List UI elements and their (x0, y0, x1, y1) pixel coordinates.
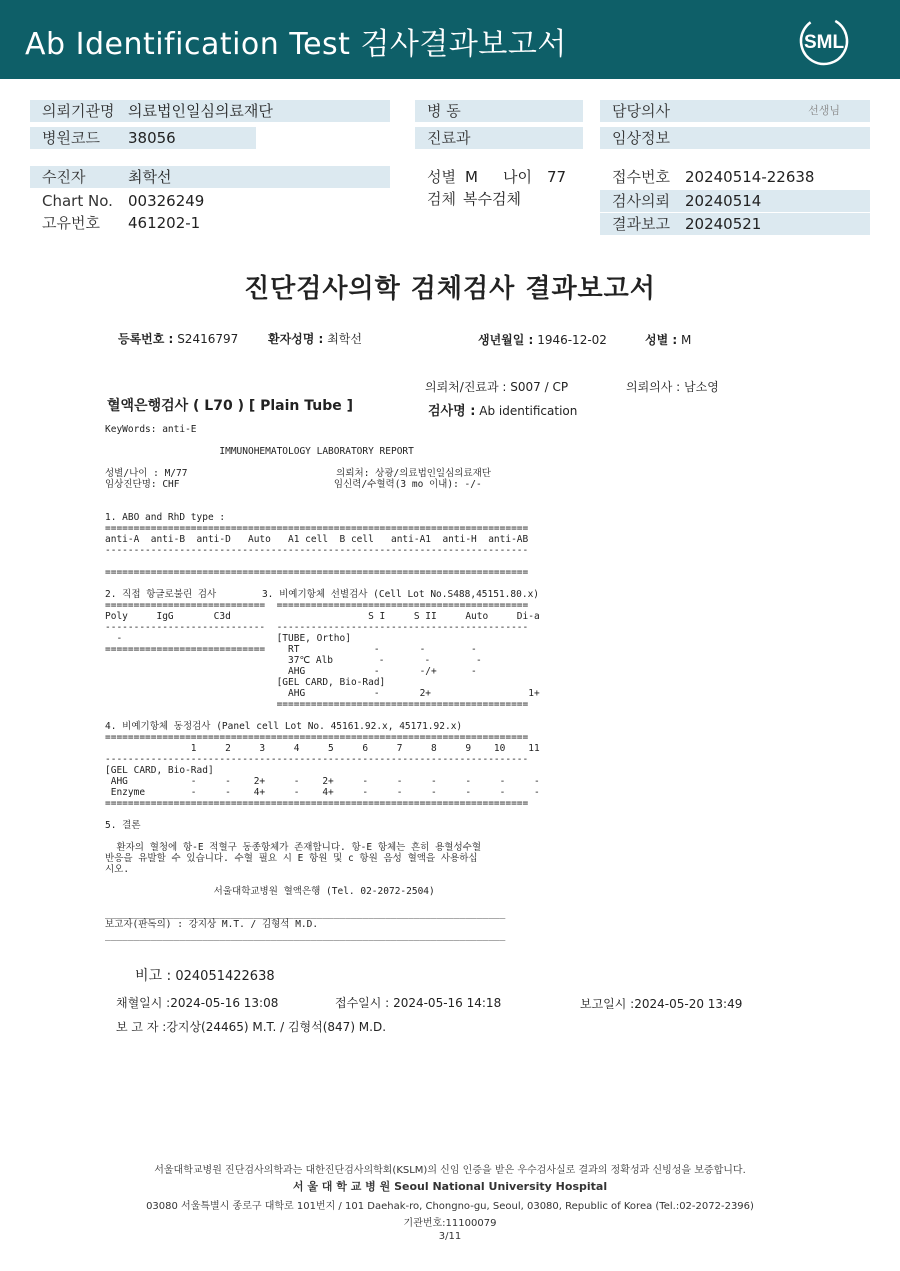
result-line: ============================================ (105, 699, 529, 710)
result-line: [GEL CARD, Bio-Rad] (105, 765, 214, 776)
note-value: 024051422638 (175, 969, 275, 984)
result-line (105, 435, 540, 446)
result-line (105, 875, 540, 886)
result-line: AHG - -/+ - (105, 666, 477, 677)
hospital-field (30, 100, 390, 122)
dept-field (415, 127, 583, 149)
dept-info: 의뢰처/진료과 : S007 / CP (425, 380, 569, 394)
sex-value: M (465, 168, 478, 186)
result-line: 임상진단명: CHF 임신력/수혈력(3 mo 이내): -/- (105, 479, 482, 490)
specimen-value: 복수검체 (463, 190, 521, 208)
sex-label: 성별 (427, 168, 456, 186)
result-line: AHG - - 2+ - 2+ - - - - - - (105, 776, 540, 787)
result-line: -------------------------------------------------------------------------- (105, 754, 529, 765)
document-title: Ab Identification Test 검사결과보고서 (25, 27, 567, 62)
reporter-line (116, 1018, 386, 1035)
result-line: 반응을 유발할 수 있습니다. 수혈 필요 시 E 항원 및 c 항원 음성 혈액을 사용하십 (105, 853, 478, 864)
receive-label: 접수일시 : (335, 996, 390, 1010)
test-name (428, 400, 577, 419)
result-line (105, 501, 540, 512)
unique-value: 461202-1 (128, 214, 201, 232)
result-line: ========================================================================== (105, 567, 529, 578)
ward-label: 병 동 (427, 102, 461, 120)
collect-line (116, 994, 278, 1011)
result-line: 1. ABO and RhD type : (105, 512, 226, 523)
receive-line (335, 994, 501, 1011)
specimen-label: 검체 (427, 190, 456, 208)
result-line: IMMUNOHEMATOLOGY LABORATORY REPORT (105, 446, 414, 457)
patient-name (268, 330, 362, 347)
note-label: 비고 : (135, 968, 172, 984)
footer-inst-no: 기관번호:11100079 (403, 1218, 497, 1229)
dob-label: 생년월일 : (478, 333, 534, 347)
page-number: 3/11 (438, 1231, 462, 1242)
doctor-label: 담당의사 (612, 102, 670, 120)
report-time-line (580, 995, 742, 1012)
age-label: 나이 (503, 168, 532, 186)
test-group: 혈액은행검사 ( L70 ) [ Plain Tube ] (107, 398, 354, 414)
result-line (105, 490, 540, 501)
report-time-label: 보고일시 : (580, 997, 635, 1011)
footer-hospital: 서 울 대 학 교 병 원 Seoul National University Hospital (292, 1180, 608, 1193)
result-text-block (105, 424, 540, 941)
code-label: 병원코드 (42, 129, 100, 147)
note-line (135, 965, 275, 985)
chart-value: 00326249 (128, 192, 205, 210)
result-line: 보고자(판독의) : 강지상 M.T. / 김형석 M.D. (105, 919, 319, 930)
result-line: 시오. (105, 864, 130, 875)
result-line: AHG - 2+ 1+ (105, 688, 540, 699)
result-line: 성별/나이 : M/77 의뢰처: 상광/의료법인일심의료재단 (105, 468, 491, 479)
result-line: ______________________________________________________________________ (105, 930, 506, 941)
result-line (105, 831, 540, 842)
patient-field (30, 166, 390, 188)
code-field (30, 127, 256, 149)
result-line: 서울대학교병원 혈액은행 (Tel. 02-2072-2504) (105, 886, 435, 897)
clinical-field (600, 127, 870, 149)
sml-logo (797, 14, 851, 68)
result-line (105, 556, 540, 567)
request-label: 검사의뢰 (612, 192, 670, 210)
collect-value: 2024-05-16 13:08 (170, 996, 279, 1010)
header-bar (0, 0, 900, 79)
patient-label: 수진자 (42, 168, 86, 186)
clinical-label: 임상정보 (612, 129, 670, 147)
result-line (105, 809, 540, 820)
rsex-label: 성별 : (645, 333, 678, 347)
report-date-field (600, 213, 870, 235)
test-name-value: Ab identification (479, 404, 578, 418)
result-line: ______________________________________________________________________ (105, 908, 506, 919)
patient-value: 최학선 (128, 168, 172, 186)
dob-value: 1946-12-02 (537, 333, 607, 347)
sex-age-field (415, 166, 595, 188)
collect-label: 채혈일시 : (116, 996, 171, 1010)
test-name-label: 검사명 : (428, 404, 476, 419)
code-value: 38056 (128, 129, 176, 147)
result-line (105, 897, 540, 908)
dept-label: 진료과 (427, 129, 471, 147)
result-line (105, 710, 540, 721)
receipt-label: 접수번호 (612, 168, 670, 186)
result-line: KeyWords: anti-E (105, 424, 197, 435)
name-value: 최학선 (327, 332, 362, 346)
reporter-label: 보 고 자 : (116, 1020, 167, 1034)
reporter-value: 강지상(24465) M.T. / 김형석(847) M.D. (166, 1020, 387, 1034)
result-line: ---------------------------- -------------------------------------------- (105, 622, 529, 633)
hospital-value: 의료법인일심의료재단 (128, 102, 273, 120)
receipt-field (600, 166, 870, 188)
unique-field (30, 212, 390, 234)
report-date-value: 20240521 (685, 215, 762, 233)
result-line: anti-A anti-B anti-D Auto A1 cell B cell anti-A1 anti-H anti-AB (105, 534, 529, 545)
footer-cert: 서울대학교병원 진단검사의학과는 대한진단검사의학회(KSLM)의 신임 인증을 받은 우수검사실로 결과의 정확성과 신빙성을 보증합니다. (154, 1165, 746, 1176)
chart-label: Chart No. (42, 192, 113, 210)
report-time-value: 2024-05-20 13:49 (634, 997, 743, 1011)
result-line: ========================================================================== (105, 732, 529, 743)
request-value: 20240514 (685, 192, 762, 210)
result-line (105, 578, 540, 589)
footer-address: 03080 서울특별시 종로구 대학로 101번지 / 101 Daehak-ro, Chongno-gu, Seoul, 03080, Republic of Korea (Tel.:02-2072-2396) (146, 1201, 754, 1212)
result-line: - [TUBE, Ortho] (105, 633, 351, 644)
result-line (105, 457, 540, 468)
logo-text: SML (803, 32, 845, 53)
result-line: 2. 직접 항글로불린 검사 3. 비예기항체 선별검사 (Cell Lot No.S488,45151.80.x) (105, 589, 540, 600)
doctor-suffix: 선생님 (808, 104, 840, 117)
reg-no (118, 330, 238, 347)
result-line: -------------------------------------------------------------------------- (105, 545, 529, 556)
receipt-value: 20240514-22638 (685, 168, 815, 186)
report-date-label: 결과보고 (612, 215, 670, 233)
report-title: 진단검사의학 검체검사 결과보고서 (244, 274, 656, 304)
doctor-info: 의뢰의사 : 남소영 (626, 380, 719, 394)
result-line: Poly IgG C3d S I S II Auto Di-a (105, 611, 540, 622)
rsex-value: M (681, 333, 692, 347)
specimen-field (415, 188, 595, 210)
birth-date (478, 331, 607, 348)
result-line: ============================ ============================================ (105, 600, 529, 611)
result-line: ========================================================================== (105, 523, 529, 534)
result-line: 1 2 3 4 5 6 7 8 9 10 11 (105, 743, 540, 754)
hospital-label: 의뢰기관명 (42, 102, 115, 120)
result-line: 5. 결론 (105, 820, 141, 831)
age-value: 77 (547, 168, 567, 186)
result-line: ========================================================================== (105, 798, 529, 809)
ward-field (415, 100, 583, 122)
patient-sex (645, 331, 691, 348)
result-line: ============================ RT - - - (105, 644, 477, 655)
result-line: [GEL CARD, Bio-Rad] (105, 677, 386, 688)
unique-label: 고유번호 (42, 214, 100, 232)
result-line: 환자의 혈청에 항-E 적혈구 동종항체가 존재합니다. 항-E 항체는 흔히 용혈성수혈 (105, 842, 481, 853)
result-line: Enzyme - - 4+ - 4+ - - - - - - (105, 787, 540, 798)
result-line: 4. 비예기항체 동정검사 (Panel cell Lot No. 45161.92.x, 45171.92.x) (105, 721, 463, 732)
doctor-field (600, 100, 870, 122)
name-label: 환자성명 : (268, 332, 324, 346)
reg-value: S2416797 (177, 332, 239, 346)
request-field (600, 190, 870, 212)
chart-field (30, 190, 390, 212)
reg-label: 등록번호 : (118, 332, 174, 346)
receive-value: 2024-05-16 14:18 (393, 996, 502, 1010)
result-line: 37℃ Alb - - - (105, 655, 482, 666)
